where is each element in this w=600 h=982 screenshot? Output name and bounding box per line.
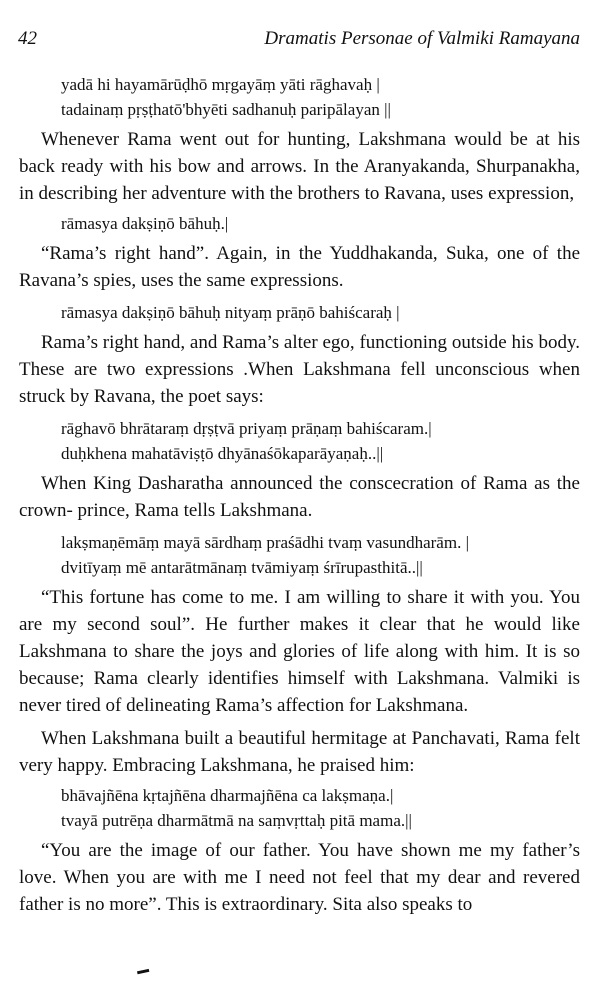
verse-line: yadā hi hayamārūḍhō mṛgayāṃ yāti rāghavaḥ | xyxy=(61,75,380,94)
verse-line: rāmasya dakṣiṇō bāhuḥ nityaṃ prāṇō bahiścaraḥ | xyxy=(61,303,400,322)
paragraph: Rama’s right hand, and Rama’s alter ego, functioning outside his body. These are two expressions .When Lakshmana fell unconscious when struck by Ravana, the poet says: xyxy=(19,332,580,407)
verse-block xyxy=(61,783,580,833)
page-header xyxy=(18,28,580,54)
paragraph: When King Dasharatha announced the conscecration of Rama as the crown- prince, Rama tells Lakshmana. xyxy=(19,473,580,521)
verse-line: duḥkhena mahatāviṣṭō dhyānaśōkaparāyaṇaḥ..|| xyxy=(61,444,384,463)
verse-line: bhāvajñēna kṛtajñēna dharmajñēna ca lakṣmaṇa.| xyxy=(61,786,394,805)
running-head: Dramatis Personae of Valmiki Ramayana xyxy=(264,28,580,49)
paragraph: “Rama’s right hand”. Again, in the Yuddhakanda, Suka, one of the Ravana’s spies, uses the same expressions. xyxy=(19,243,580,291)
verse-block xyxy=(61,211,580,236)
cut-off-glyph-fragment xyxy=(137,969,151,982)
paragraph: “You are the image of our father. You have shown me my father’s love. When you are with me I need not feel that my dear and revered father is no more”. This is extraordinary. Sita also speaks to xyxy=(19,840,580,915)
verse-block xyxy=(61,416,580,466)
verse-block xyxy=(61,72,580,122)
verse-line: lakṣmaṇēmāṃ mayā sārdhaṃ praśādhi tvaṃ vasundharām. | xyxy=(61,533,469,552)
paragraph: When Lakshmana built a beautiful hermitage at Panchavati, Rama felt very happy. Embracing Lakshmana, he praised him: xyxy=(19,728,580,776)
body-text xyxy=(19,72,580,922)
verse-line: rāmasya dakṣiṇō bāhuḥ.| xyxy=(61,214,229,233)
verse-block xyxy=(61,300,580,325)
paragraph: Whenever Rama went out for hunting, Lakshmana would be at his back ready with his bow and arrows. In the Aranyakanda, Shurpanakha, in describing her adventure with the brothers to Ravana, uses expression, xyxy=(19,129,580,204)
page-number: 42 xyxy=(18,28,37,49)
verse-line: rāghavō bhrātaraṃ dṛṣṭvā priyaṃ prāṇaṃ bahiścaram.| xyxy=(61,419,432,438)
verse-line: dvitīyaṃ mē antarātmānaṃ tvāmiyaṃ śrīrupasthitā..|| xyxy=(61,558,423,577)
verse-block xyxy=(61,530,580,580)
verse-line: tvayā putrēṇa dharmātmā na saṃvṛttaḥ pitā mama.|| xyxy=(61,811,412,830)
verse-line: tadainaṃ pṛṣṭhatō'bhyēti sadhanuḥ paripālayan || xyxy=(61,100,391,119)
paragraph: “This fortune has come to me. I am willing to share it with you. You are my second soul”. He further makes it clear that he would like Lakshmana to share the joys and glories of life along with him. It is so because; Rama clearly identifies himself with Lakshmana. Valmiki is never tired of delineating Rama’s affection for Lakshmana. xyxy=(19,587,580,716)
